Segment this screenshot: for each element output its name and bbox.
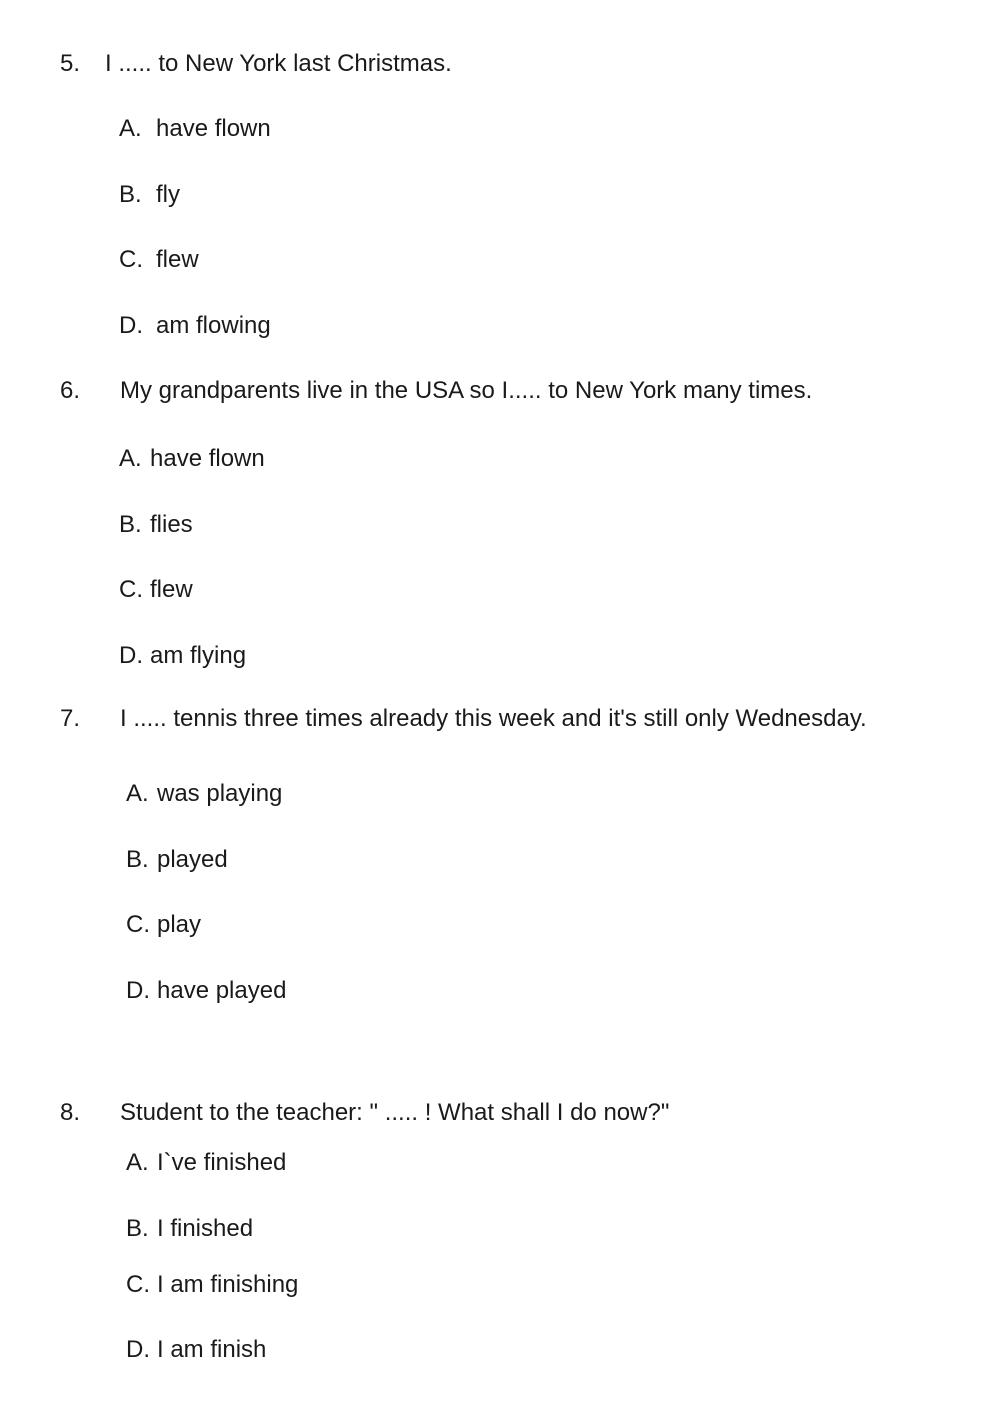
option-letter: A. xyxy=(119,445,142,472)
option-text: am flowing xyxy=(156,312,271,339)
option-letter: A. xyxy=(126,780,149,807)
option-5d[interactable] xyxy=(119,311,271,341)
question-number: 8. xyxy=(60,1099,81,1126)
option-letter: B. xyxy=(126,1215,149,1242)
option-text: I am finish xyxy=(157,1336,267,1363)
option-8d[interactable] xyxy=(126,1335,266,1365)
option-text: fly xyxy=(156,181,180,208)
question-number: 5. xyxy=(60,50,81,77)
option-letter: A. xyxy=(119,115,142,142)
option-6d[interactable] xyxy=(119,641,246,671)
option-6b[interactable] xyxy=(119,510,193,540)
option-letter: B. xyxy=(119,181,142,208)
option-letter: D. xyxy=(126,977,150,1004)
option-letter: D. xyxy=(119,312,143,339)
option-text: I am finishing xyxy=(157,1271,299,1298)
option-5b[interactable] xyxy=(119,180,180,210)
option-text: play xyxy=(157,911,202,938)
option-text: flies xyxy=(150,511,193,538)
option-text: was playing xyxy=(157,780,283,807)
question-number: 7. xyxy=(60,705,81,732)
option-letter: D. xyxy=(126,1336,150,1363)
option-text: am flying xyxy=(150,642,247,669)
option-text: flew xyxy=(156,246,199,273)
question-number: 6. xyxy=(60,377,81,404)
option-text: have flown xyxy=(156,115,271,142)
option-7b[interactable] xyxy=(126,845,228,875)
option-8c[interactable] xyxy=(126,1270,298,1300)
option-letter: C. xyxy=(126,911,150,938)
option-letter: C. xyxy=(119,576,143,603)
option-letter: C. xyxy=(126,1271,150,1298)
question-text: I ..... tennis three times already this week and it's still only Wednesday. xyxy=(120,705,867,732)
option-letter: B. xyxy=(126,846,149,873)
option-letter: A. xyxy=(126,1149,149,1176)
option-letter: D. xyxy=(119,642,143,669)
option-letter: B. xyxy=(119,511,142,538)
option-5c[interactable] xyxy=(119,245,199,275)
option-5a[interactable] xyxy=(119,114,271,144)
option-text: have played xyxy=(157,977,287,1004)
option-letter: C. xyxy=(119,246,143,273)
option-text: I finished xyxy=(157,1215,254,1242)
option-7a[interactable] xyxy=(126,779,282,809)
option-text: I`ve finished xyxy=(157,1149,287,1176)
question-text: Student to the teacher: " ..... ! What shall I do now?" xyxy=(120,1099,670,1126)
option-8a[interactable] xyxy=(126,1148,286,1178)
question-text: My grandparents live in the USA so I..... to New York many times. xyxy=(120,377,813,404)
option-text: have flown xyxy=(150,445,265,472)
option-6a[interactable] xyxy=(119,444,265,474)
option-7d[interactable] xyxy=(126,976,286,1006)
question-text: I ..... to New York last Christmas. xyxy=(105,50,452,77)
option-6c[interactable] xyxy=(119,575,193,605)
option-text: played xyxy=(157,846,228,873)
option-8b[interactable] xyxy=(126,1214,253,1244)
option-7c[interactable] xyxy=(126,910,201,940)
option-text: flew xyxy=(150,576,193,603)
